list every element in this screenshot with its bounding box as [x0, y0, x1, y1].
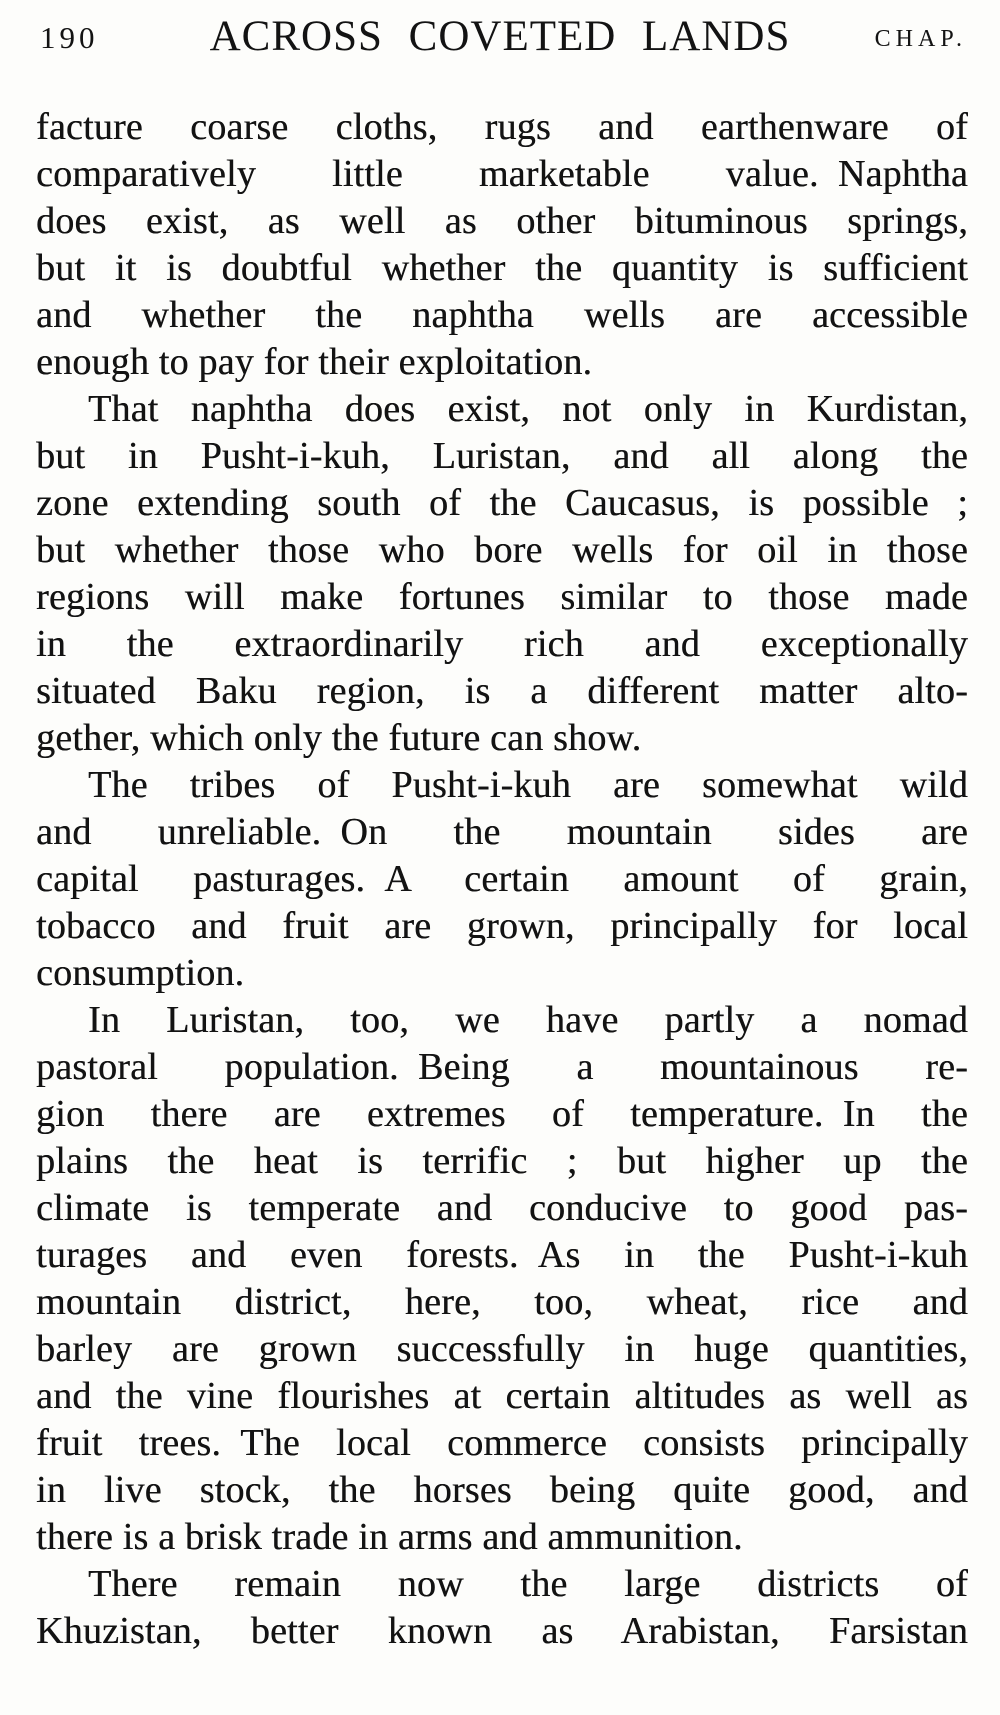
text-line: facture coarse cloths, rugs and earthenware of: [36, 106, 968, 148]
text-line: climate is temperate and conducive to good pas-: [36, 1187, 968, 1229]
page-text: [36, 104, 968, 1655]
text-line: plains the heat is terrific ; but higher up the: [36, 1140, 968, 1182]
text-line: capital pasturages. A certain amount of grain,: [36, 858, 968, 900]
text-line: enough to pay for their exploitation.: [36, 341, 593, 383]
text-line: there is a brisk trade in arms and ammunition.: [36, 1516, 743, 1558]
text-line: turages and even forests. As in the Pusht-i-kuh: [36, 1234, 968, 1276]
text-line: but whether those who bore wells for oil in those: [36, 529, 968, 571]
text-line: zone extending south of the Caucasus, is possible ;: [36, 482, 968, 524]
chapter-label: CHAP.: [874, 26, 967, 52]
text-line: In Luristan, too, we have partly a nomad: [88, 999, 968, 1041]
text-line: consumption.: [36, 952, 245, 994]
text-line: gether, which only the future can show.: [36, 717, 642, 759]
text-line: in the extraordinarily rich and exceptionally: [36, 623, 968, 665]
text-line: but in Pusht-i-kuh, Luristan, and all along the: [36, 435, 968, 477]
text-line: mountain district, here, too, wheat, rice and: [36, 1281, 968, 1323]
text-line: gion there are extremes of temperature. In the: [36, 1093, 968, 1135]
running-head: [0, 0, 1000, 90]
text-line: situated Baku region, is a different matter alto-: [36, 670, 968, 712]
text-line: and unreliable. On the mountain sides are: [36, 811, 968, 853]
text-line: barley are grown successfully in huge quantities,: [36, 1328, 968, 1370]
text-line: There remain now the large districts of: [88, 1563, 968, 1605]
text-line: but it is doubtful whether the quantity is sufficient: [36, 247, 968, 289]
running-title: ACROSS COVETED LANDS: [209, 13, 791, 60]
text-line: and whether the naphtha wells are accessible: [36, 294, 968, 336]
text-line: comparatively little marketable value. Naphtha: [36, 153, 968, 195]
text-line: regions will make fortunes similar to those made: [36, 576, 968, 618]
page-number: 190: [40, 20, 99, 55]
text-line: The tribes of Pusht-i-kuh are somewhat wild: [88, 764, 968, 806]
text-line: tobacco and fruit are grown, principally for local: [36, 905, 968, 947]
text-line: Khuzistan, better known as Arabistan, Farsistan: [36, 1610, 968, 1652]
text-line: That naphtha does exist, not only in Kurdistan,: [88, 388, 968, 430]
text-line: pastoral population. Being a mountainous re-: [36, 1046, 968, 1088]
text-line: in live stock, the horses being quite good, and: [36, 1469, 968, 1511]
text-line: does exist, as well as other bituminous springs,: [36, 200, 968, 242]
text-line: and the vine flourishes at certain altitudes as well as: [36, 1375, 968, 1417]
text-line: fruit trees. The local commerce consists principally: [36, 1422, 968, 1464]
